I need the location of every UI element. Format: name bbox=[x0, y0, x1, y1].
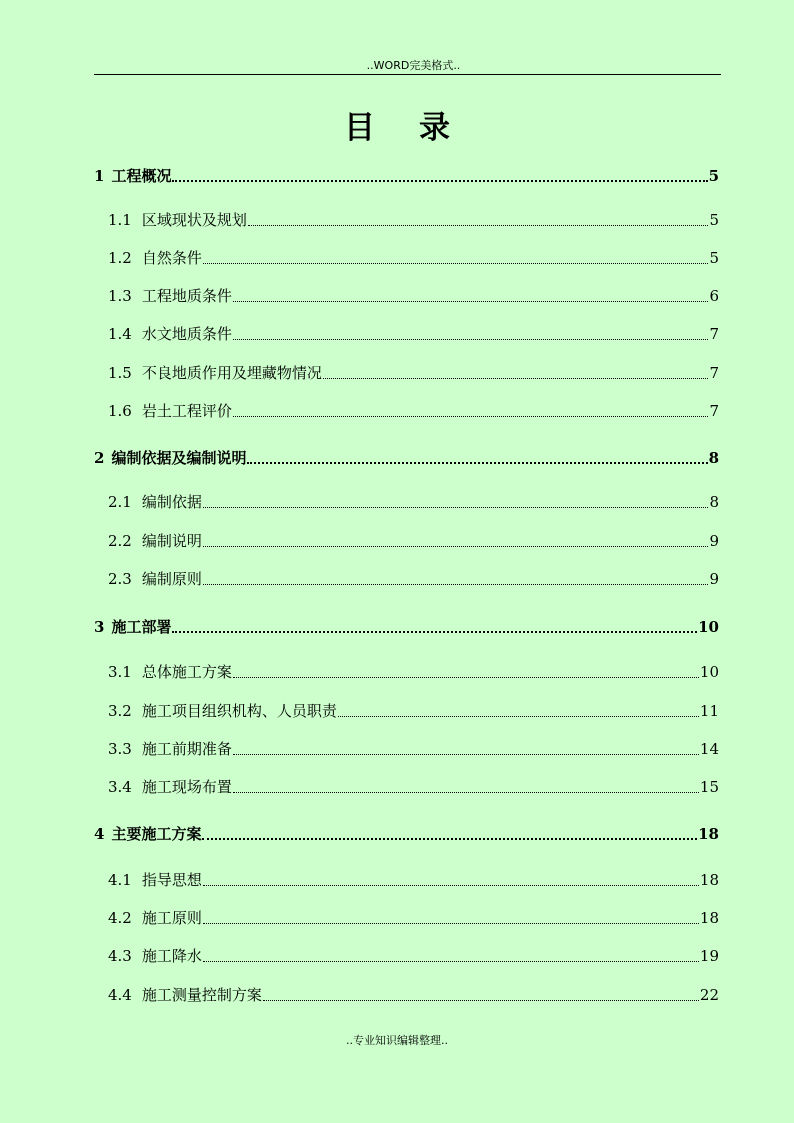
toc-leader-dots bbox=[233, 792, 699, 793]
toc-leader-dots bbox=[233, 677, 699, 678]
toc-entry-number: 1.1 bbox=[108, 211, 132, 229]
toc-entry-text bbox=[108, 210, 247, 230]
toc-entry[interactable] bbox=[108, 737, 719, 759]
toc-entry-page: 19 bbox=[699, 947, 719, 965]
toc-entry-number: 2.1 bbox=[108, 493, 132, 511]
toc-leader-dots bbox=[323, 378, 709, 379]
page-title: 目录 bbox=[344, 110, 494, 146]
toc-entry-page: 9 bbox=[709, 570, 719, 588]
toc-entry-text bbox=[108, 363, 322, 383]
toc-entry-number: 1.6 bbox=[108, 402, 132, 420]
toc-leader-dots bbox=[203, 923, 699, 924]
toc-entry-number: 3.3 bbox=[108, 740, 132, 758]
toc-entry-label: 主要施工方案 bbox=[111, 825, 202, 843]
toc-entry-number: 3.1 bbox=[108, 663, 132, 681]
toc-entry[interactable] bbox=[108, 361, 719, 383]
toc-entry-label: 编制依据及编制说明 bbox=[111, 449, 247, 467]
toc-entry[interactable] bbox=[108, 399, 719, 421]
toc-entry-number: 1.2 bbox=[108, 249, 132, 267]
toc-leader-dots bbox=[203, 961, 699, 962]
toc-entry-text bbox=[108, 324, 232, 344]
toc-entry[interactable] bbox=[94, 822, 719, 844]
toc-entry-page: 6 bbox=[709, 287, 719, 305]
toc-entry[interactable] bbox=[108, 490, 719, 512]
toc-entry-text bbox=[94, 166, 171, 186]
toc-entry[interactable] bbox=[108, 983, 719, 1005]
toc-entry[interactable] bbox=[108, 246, 719, 268]
toc-leader-dots bbox=[233, 339, 709, 340]
toc-entry-text bbox=[108, 908, 202, 928]
toc-entry-page: 7 bbox=[709, 325, 719, 343]
toc-leader-dots bbox=[233, 301, 709, 302]
toc-entry-text bbox=[108, 662, 232, 682]
toc-leader-dots bbox=[233, 416, 709, 417]
toc-entry-text bbox=[108, 870, 202, 890]
toc-entry[interactable] bbox=[108, 660, 719, 682]
toc-entry-number: 3 bbox=[94, 618, 105, 636]
toc-entry-number: 4.3 bbox=[108, 947, 132, 965]
toc-entry-text bbox=[94, 617, 171, 637]
toc-leader-dots bbox=[263, 1000, 699, 1001]
page-footer: ..专业知识编辑整理.. bbox=[346, 1034, 448, 1047]
toc-entry-label: 施工测量控制方案 bbox=[141, 986, 262, 1004]
toc-entry-page: 8 bbox=[709, 493, 719, 511]
toc-entry-number: 4 bbox=[94, 825, 105, 843]
toc-entry[interactable] bbox=[108, 567, 719, 589]
toc-entry-number: 4.1 bbox=[108, 871, 132, 889]
toc-entry-page: 14 bbox=[699, 740, 719, 758]
toc-entry-text bbox=[108, 739, 232, 759]
toc-entry-label: 不良地质作用及埋藏物情况 bbox=[141, 364, 322, 382]
toc-leader-dots bbox=[233, 754, 699, 755]
toc-leader-dots bbox=[247, 462, 707, 464]
toc-entry-number: 4.4 bbox=[108, 986, 132, 1004]
toc-entry-page: 18 bbox=[698, 825, 719, 843]
toc-entry-text bbox=[108, 777, 232, 797]
toc-entry[interactable] bbox=[108, 322, 719, 344]
toc-entry[interactable] bbox=[108, 868, 719, 890]
toc-entry-page: 7 bbox=[709, 364, 719, 382]
toc-entry-number: 3.4 bbox=[108, 778, 132, 796]
toc-entry-number: 2 bbox=[94, 449, 105, 467]
toc-entry-text bbox=[94, 824, 201, 844]
toc-entry-number: 2.3 bbox=[108, 570, 132, 588]
toc-entry-text bbox=[108, 946, 202, 966]
toc-entry-number: 2.2 bbox=[108, 532, 132, 550]
toc-entry[interactable] bbox=[108, 208, 719, 230]
toc-entry-label: 岩土工程评价 bbox=[141, 402, 232, 420]
toc-entry-label: 施工项目组织机构、人员职责 bbox=[141, 702, 337, 720]
toc-entry-text bbox=[94, 448, 246, 468]
toc-entry-page: 18 bbox=[699, 871, 719, 889]
toc-entry-label: 编制原则 bbox=[141, 570, 202, 588]
toc-entry-number: 4.2 bbox=[108, 909, 132, 927]
toc-entry-text bbox=[108, 569, 202, 589]
toc-entry-label: 编制说明 bbox=[141, 532, 202, 550]
toc-entry[interactable] bbox=[94, 164, 719, 186]
toc-leader-dots bbox=[202, 838, 697, 840]
toc-leader-dots bbox=[172, 631, 697, 633]
toc-entry-number: 1.5 bbox=[108, 364, 132, 382]
toc-leader-dots bbox=[248, 225, 709, 226]
toc-entry-text bbox=[108, 531, 202, 551]
toc-entry-page: 11 bbox=[699, 702, 719, 720]
toc-entry-page: 8 bbox=[708, 449, 719, 467]
toc-entry-number: 3.2 bbox=[108, 702, 132, 720]
toc-entry[interactable] bbox=[108, 699, 719, 721]
toc-entry-label: 施工前期准备 bbox=[141, 740, 232, 758]
toc-entry-page: 5 bbox=[708, 167, 719, 185]
toc-entry-label: 工程地质条件 bbox=[141, 287, 232, 305]
toc-entry-label: 指导思想 bbox=[141, 871, 202, 889]
toc-entry-text bbox=[108, 985, 262, 1005]
toc-entry[interactable] bbox=[108, 944, 719, 966]
toc-entry-page: 10 bbox=[698, 618, 719, 636]
toc-entry-label: 水文地质条件 bbox=[141, 325, 232, 343]
toc-entry-label: 施工现场布置 bbox=[141, 778, 232, 796]
toc-entry-text bbox=[108, 492, 202, 512]
toc-entry-number: 1.3 bbox=[108, 287, 132, 305]
toc-entry[interactable] bbox=[108, 529, 719, 551]
toc-entry[interactable] bbox=[94, 446, 719, 468]
toc-entry-text bbox=[108, 248, 202, 268]
toc-leader-dots bbox=[203, 885, 699, 886]
toc-entry-text bbox=[108, 701, 337, 721]
toc-leader-dots bbox=[203, 507, 709, 508]
toc-entry-label: 工程概况 bbox=[111, 167, 172, 185]
toc-entry-label: 总体施工方案 bbox=[141, 663, 232, 681]
toc-entry-label: 区域现状及规划 bbox=[141, 211, 247, 229]
toc-entry[interactable] bbox=[108, 775, 719, 797]
toc-entry-text bbox=[108, 401, 232, 421]
toc-entry-label: 施工部署 bbox=[111, 618, 172, 636]
toc-entry-page: 7 bbox=[709, 402, 719, 420]
toc-entry-page: 5 bbox=[709, 211, 719, 229]
toc-leader-dots bbox=[338, 716, 699, 717]
toc-entry-page: 5 bbox=[709, 249, 719, 267]
toc-leader-dots bbox=[203, 263, 709, 264]
toc-leader-dots bbox=[203, 584, 709, 585]
header-text: ..WORD完美格式.. bbox=[366, 59, 461, 72]
toc-leader-dots bbox=[172, 180, 707, 182]
toc-entry-page: 22 bbox=[699, 986, 719, 1004]
toc-entry-page: 18 bbox=[699, 909, 719, 927]
toc-entry-page: 10 bbox=[699, 663, 719, 681]
toc-entry-text bbox=[108, 286, 232, 306]
toc-entry-page: 15 bbox=[699, 778, 719, 796]
toc-entry-number: 1 bbox=[94, 167, 105, 185]
toc-entry-page: 9 bbox=[709, 532, 719, 550]
toc-entry-label: 施工降水 bbox=[141, 947, 202, 965]
toc-entry-label: 自然条件 bbox=[141, 249, 202, 267]
toc-entry-number: 1.4 bbox=[108, 325, 132, 343]
toc-entry[interactable] bbox=[94, 615, 719, 637]
toc-leader-dots bbox=[203, 546, 709, 547]
toc-entry-label: 施工原则 bbox=[141, 909, 202, 927]
toc-entry[interactable] bbox=[108, 284, 719, 306]
toc-entry[interactable] bbox=[108, 906, 719, 928]
toc-entry-label: 编制依据 bbox=[141, 493, 202, 511]
